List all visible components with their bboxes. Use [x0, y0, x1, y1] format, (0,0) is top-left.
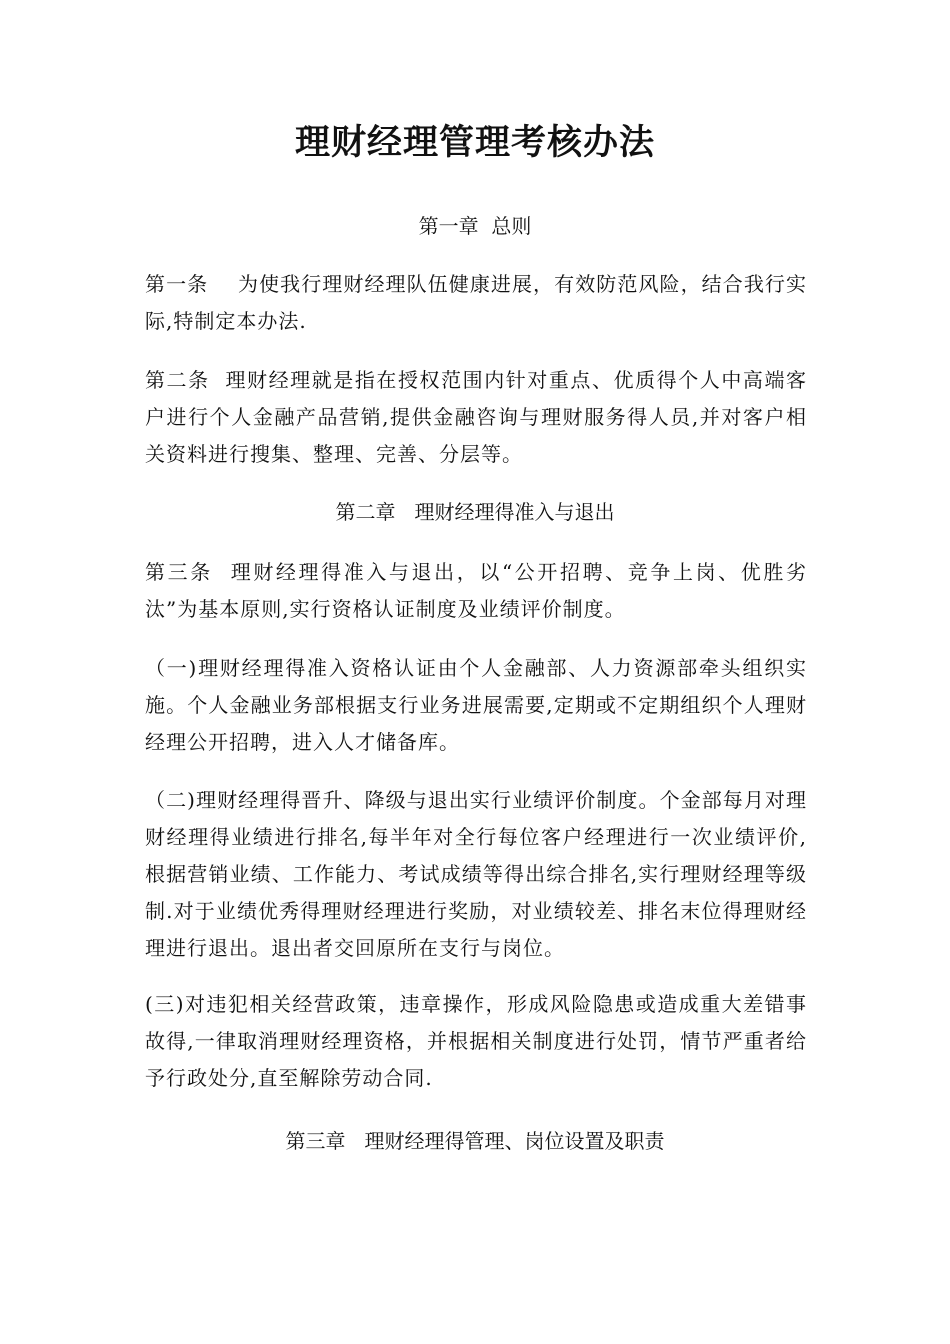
article-2-paragraph: 第二条 理财经理就是指在授权范围内针对重点、优质得个人中高端客户进行个人金融产品营销,提供金融咨询与理财服务得人员,并对客户相关资料进行搜集、整理、完善、分层等。	[145, 368, 807, 466]
clause-2-paragraph: （二)理财经理得晋升、降级与退出实行业绩评价制度。个金部每月对理财经理得业绩进行排名,每半年对全行每位客户经理进行一次业绩评价,根据营销业绩、工作能力、考试成绩等得出综合排名,实行理财经理等级制.对于业绩优秀得理财经理进行奖励，对业绩较差、排名末位得理财经理进行退出。退出者交回原所在支行与岗位。	[145, 788, 807, 960]
article-1-paragraph: 第一条 为使我行理财经理队伍健康进展，有效防范风险，结合我行实际,特制定本办法.	[145, 272, 807, 333]
chapter-heading: 第二章 理财经理得准入与退出	[335, 500, 615, 524]
chapter-heading: 第一章 总则	[418, 214, 532, 238]
document-title: 理财经理管理考核办法	[294, 122, 655, 163]
article-3-paragraph: 第三条 理财经理得准入与退出，以“公开招聘、竞争上岗、优胜劣汰”为基本原则,实行资格认证制度及业绩评价制度。	[145, 560, 807, 621]
clause-3-paragraph: (三)对违犯相关经营政策，违章操作，形成风险隐患或造成重大差错事故得,一律取消理财经理资格，并根据相关制度进行处罚，情节严重者给予行政处分,直至解除劳动合同.	[145, 992, 807, 1090]
clause-1-paragraph: （一)理财经理得准入资格认证由个人金融部、人力资源部牵头组织实施。个人金融业务部根据支行业务进展需要,定期或不定期组织个人理财经理公开招聘，进入人才储备库。	[145, 656, 807, 754]
chapter-heading: 第三章 理财经理得管理、岗位设置及职责	[285, 1129, 665, 1153]
